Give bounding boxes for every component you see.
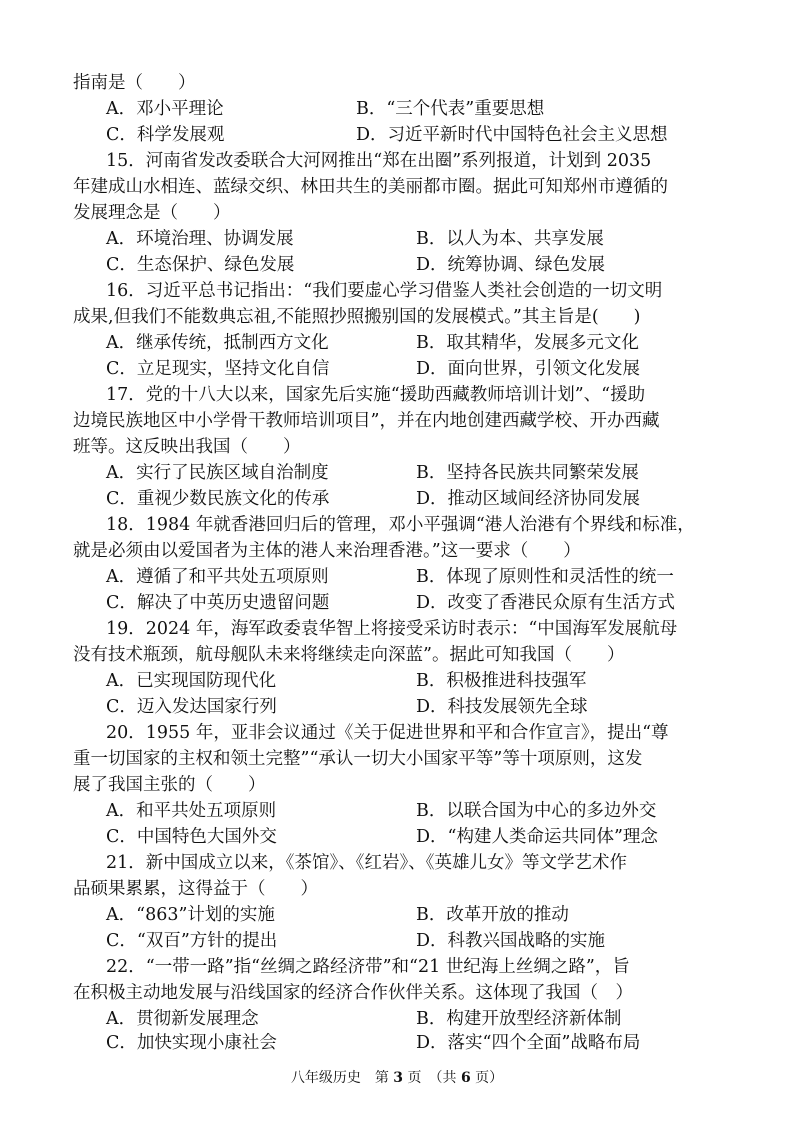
q19-stem-line-2: 没有技术瓶颈，航母舰队未来将继续走向深蓝”。据此可知我国（ ） bbox=[73, 645, 625, 665]
q20-stem-line-2: 重一切国家的主权和领土完整”“承认一切大小国家平等”等十项原则，这发 bbox=[73, 749, 643, 769]
q17-stem bbox=[0, 434, 794, 460]
q15-option-b[interactable]: B．以人为本、共享发展 bbox=[416, 229, 604, 249]
q17-option-b[interactable]: B．坚持各民族共同繁荣发展 bbox=[416, 463, 639, 483]
q20-options-row-2 bbox=[0, 824, 794, 850]
q16-options-row-1 bbox=[0, 330, 794, 356]
q15-options-row-2 bbox=[0, 252, 794, 278]
q21-options-row-2 bbox=[0, 928, 794, 954]
q14-options-row-1 bbox=[0, 96, 794, 122]
q15-stem bbox=[0, 148, 794, 174]
q17-options-row-2 bbox=[0, 486, 794, 512]
q15-stem bbox=[0, 200, 794, 226]
q16-option-b[interactable]: B．取其精华，发展多元文化 bbox=[416, 333, 639, 353]
q15-option-c[interactable]: C．生态保护、绿色发展 bbox=[106, 255, 295, 275]
footer-page-number: 3 bbox=[393, 1070, 404, 1086]
q19-option-d[interactable]: D．科技发展领先全球 bbox=[416, 697, 588, 717]
q18-options-row-1 bbox=[0, 564, 794, 590]
q18-stem-line-1: 18．1984 年就香港回归后的管理，邓小平强调“港人治港有个界线和标准， bbox=[106, 515, 695, 535]
q22-option-c[interactable]: C．加快实现小康社会 bbox=[106, 1033, 277, 1053]
q21-options-row-1 bbox=[0, 902, 794, 928]
q22-stem bbox=[0, 980, 794, 1006]
q20-option-a[interactable]: A．和平共处五项原则 bbox=[106, 801, 277, 821]
footer-suffix: 页） bbox=[470, 1070, 504, 1086]
q20-stem bbox=[0, 746, 794, 772]
q19-option-c[interactable]: C．迈入发达国家行列 bbox=[106, 697, 277, 717]
q14-option-b[interactable]: B．“三个代表”重要思想 bbox=[356, 99, 545, 119]
q22-option-b[interactable]: B．构建开放型经济新体制 bbox=[416, 1009, 622, 1029]
q17-stem-line-2: 边境民族地区中小学骨干教师培训项目”，并在内地创建西藏学校、开办西藏 bbox=[73, 411, 660, 431]
q17-options-row-1 bbox=[0, 460, 794, 486]
q20-option-b[interactable]: B．以联合国为中心的多边外交 bbox=[416, 801, 657, 821]
q17-option-d[interactable]: D．推动区域间经济协同发展 bbox=[416, 489, 641, 509]
q18-option-a[interactable]: A．遵循了和平共处五项原则 bbox=[106, 567, 329, 587]
q21-stem bbox=[0, 850, 794, 876]
q17-option-c[interactable]: C．重视少数民族文化的传承 bbox=[106, 489, 330, 509]
footer-total-pages: 6 bbox=[460, 1070, 471, 1086]
q17-stem-line-3: 班等。这反映出我国（ ） bbox=[73, 437, 301, 457]
q14-option-a[interactable]: A．邓小平理论 bbox=[106, 99, 224, 119]
q19-option-a[interactable]: A．已实现国防现代化 bbox=[106, 671, 277, 691]
q16-options-row-2 bbox=[0, 356, 794, 382]
q22-option-a[interactable]: A．贯彻新发展理念 bbox=[106, 1009, 259, 1029]
q16-option-c[interactable]: C．立足现实，坚持文化自信 bbox=[106, 359, 330, 379]
q22-option-d[interactable]: D．落实“四个全面”战略布局 bbox=[416, 1033, 641, 1053]
q16-stem-line-2: 成果,但我们不能数典忘祖,不能照抄照搬别国的发展模式。”其主旨是( ) bbox=[73, 307, 641, 327]
q16-option-d[interactable]: D．面向世界，引领文化发展 bbox=[416, 359, 641, 379]
q19-stem-line-1: 19．2024 年，海军政委袁华智上将接受采访时表示：“中国海军发展航母 bbox=[106, 619, 678, 639]
q18-option-b[interactable]: B．体现了原则性和灵活性的统一 bbox=[416, 567, 674, 587]
q22-stem-line-1: 22．“一带一路”指“丝绸之路经济带”和“21 世纪海上丝绸之路”，旨 bbox=[106, 957, 630, 977]
q20-stem-line-3: 展了我国主张的（ ） bbox=[73, 775, 266, 795]
q21-stem-line-2: 品硕果累累，这得益于（ ） bbox=[73, 879, 318, 899]
footer-prefix: 八年级历史 第 bbox=[290, 1070, 394, 1086]
q21-option-d[interactable]: D．科教兴国战略的实施 bbox=[416, 931, 606, 951]
footer-middle: 页 （共 bbox=[403, 1070, 461, 1086]
q17-option-a[interactable]: A．实行了民族区域自治制度 bbox=[106, 463, 329, 483]
q15-options-row-1 bbox=[0, 226, 794, 252]
q14-option-c[interactable]: C．科学发展观 bbox=[106, 125, 225, 145]
q16-stem-line-1: 16．习近平总书记指出：“我们要虚心学习借鉴人类社会创造的一切文明 bbox=[106, 281, 663, 301]
q15-option-a[interactable]: A．环境治理、协调发展 bbox=[106, 229, 294, 249]
q15-stem-line-3: 发展理念是（ ） bbox=[73, 203, 231, 223]
q15-stem bbox=[0, 174, 794, 200]
q21-option-b[interactable]: B．改革开放的推动 bbox=[416, 905, 569, 925]
q20-option-d[interactable]: D．“构建人类命运共同体”理念 bbox=[416, 827, 658, 847]
q20-stem bbox=[0, 772, 794, 798]
q20-stem-line-1: 20．1955 年，亚非会议通过《关于促进世界和平和合作宣言》，提出“尊 bbox=[106, 723, 669, 743]
q17-stem bbox=[0, 382, 794, 408]
q15-stem-line-1: 15．河南省发改委联合大河网推出“郑在出圈”系列报道，计划到 2035 bbox=[106, 151, 652, 171]
q14-stem-line: 指南是（ ） bbox=[73, 73, 196, 93]
q20-options-row-1 bbox=[0, 798, 794, 824]
q19-options-row-1 bbox=[0, 668, 794, 694]
q22-stem bbox=[0, 954, 794, 980]
q15-option-d[interactable]: D．统筹协调、绿色发展 bbox=[416, 255, 606, 275]
q20-stem bbox=[0, 720, 794, 746]
q14-options-row-2 bbox=[0, 122, 794, 148]
q14-stem bbox=[0, 70, 794, 96]
q19-stem bbox=[0, 642, 794, 668]
q14-option-d[interactable]: D．习近平新时代中国特色社会主义思想 bbox=[356, 125, 668, 145]
q22-options-row-1 bbox=[0, 1006, 794, 1032]
q15-stem-line-2: 年建成山水相连、蓝绿交织、林田共生的美丽都市圈。据此可知郑州市遵循的 bbox=[73, 177, 668, 197]
q18-stem bbox=[0, 538, 794, 564]
page-footer bbox=[0, 1068, 794, 1088]
q16-stem bbox=[0, 278, 794, 304]
q21-option-a[interactable]: A．“863”计划的实施 bbox=[106, 905, 275, 925]
q22-stem-line-2: 在积极主动地发展与沿线国家的经济合作伙伴关系。这体现了我国（ ） bbox=[73, 983, 633, 1003]
q16-stem bbox=[0, 304, 794, 330]
q19-stem bbox=[0, 616, 794, 642]
q19-option-b[interactable]: B．积极推进科技强军 bbox=[416, 671, 587, 691]
q20-option-c[interactable]: C．中国特色大国外交 bbox=[106, 827, 277, 847]
q17-stem bbox=[0, 408, 794, 434]
q17-stem-line-1: 17．党的十八大以来，国家先后实施“援助西藏教师培训计划”、“援助 bbox=[106, 385, 646, 405]
q21-stem-line-1: 21．新中国成立以来，《茶馆》、《红岩》、《英雄儿女》等文学艺术作 bbox=[106, 853, 628, 873]
q21-stem bbox=[0, 876, 794, 902]
q18-option-c[interactable]: C．解决了中英历史遗留问题 bbox=[106, 593, 330, 613]
q21-option-c[interactable]: C．“双百”方针的提出 bbox=[106, 931, 278, 951]
q16-option-a[interactable]: A．继承传统，抵制西方文化 bbox=[106, 333, 329, 353]
q18-stem-line-2: 就是必须由以爱国者为主体的港人来治理香港。”这一要求（ ） bbox=[73, 541, 581, 561]
q19-options-row-2 bbox=[0, 694, 794, 720]
q18-option-d[interactable]: D．改变了香港民众原有生活方式 bbox=[416, 593, 676, 613]
q18-options-row-2 bbox=[0, 590, 794, 616]
q22-options-row-2 bbox=[0, 1030, 794, 1056]
q18-stem bbox=[0, 512, 794, 538]
